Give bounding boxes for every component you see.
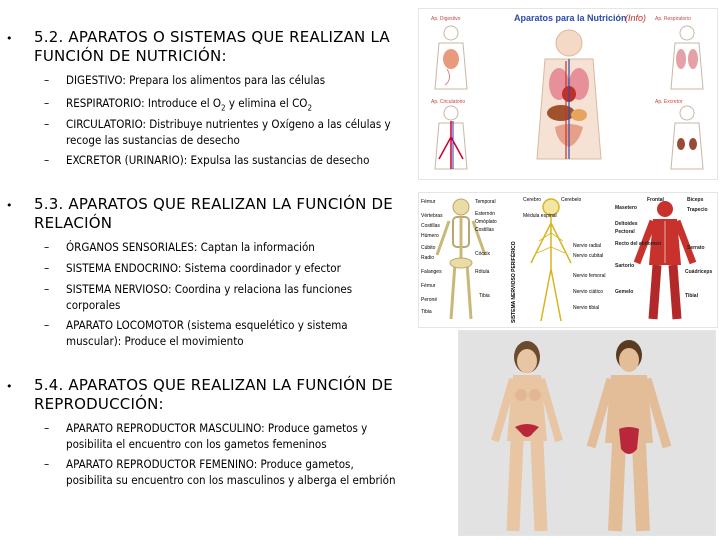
svg-text:Frontal: Frontal [647,197,664,203]
respiratorio-text: RESPIRATORIO: Introduce el $O_2$ y elimina el $CO_2$ [66,96,313,113]
svg-text:(Info): (Info) [625,13,647,23]
svg-text:Nervio cubital: Nervio cubital [573,253,604,259]
reproductive-systems-image [458,330,716,536]
svg-text:Costillas: Costillas [421,223,440,229]
svg-text:Tibial: Tibial [685,293,698,299]
svg-text:Nervio ciático: Nervio ciático [573,289,604,295]
svg-text:Nervio tibial: Nervio tibial [573,305,600,311]
svg-text:Esternón: Esternón [475,211,496,217]
svg-text:Masetero: Masetero [615,205,637,211]
relation-systems-image [418,192,718,328]
svg-text:Rótula: Rótula [475,269,490,275]
svg-text:Falanges: Falanges [421,269,442,275]
svg-text:Trapecio: Trapecio [687,207,708,213]
svg-text:Tibia: Tibia [421,309,432,315]
svg-text:Tibia: Tibia [479,293,490,299]
svg-text:Fémur: Fémur [421,199,436,205]
male-figure [591,340,667,531]
skeleton-figure [437,199,485,319]
nutrition-systems-image [418,8,718,180]
svg-text:Húmero: Húmero [421,233,439,239]
svg-text:Serrato: Serrato [687,245,705,251]
section-heading: 5.4. APARATOS QUE REALIZAN LA FUNCIÓN DE REPRODUCCIÓN: [34,376,393,413]
svg-text:Temporal: Temporal [475,199,496,205]
svg-text:Cuádriceps: Cuádriceps [685,269,713,275]
svg-text:Omóplato: Omóplato [475,219,497,225]
muscular-system-figure [637,201,693,319]
svg-text:Cerebro: Cerebro [523,197,542,203]
svg-text:Peroné: Peroné [421,297,438,303]
svg-text:Cerebelo: Cerebelo [561,197,582,203]
female-figure [495,341,559,531]
svg-text:Ap. Digestivo: Ap. Digestivo [431,16,461,22]
svg-text:Médula espinal: Médula espinal [523,213,557,219]
svg-text:Ap. Excretor: Ap. Excretor [655,99,683,105]
svg-text:Gemelo: Gemelo [615,289,634,295]
svg-text:Radio: Radio [421,255,435,261]
svg-text:Ap. Respiratorio: Ap. Respiratorio [655,16,691,22]
svg-text:Recto del abdomen: Recto del abdomen [615,241,662,247]
bullet: • [6,199,13,212]
svg-text:Sartorio: Sartorio [615,263,635,269]
svg-text:Fémur: Fémur [421,283,436,289]
svg-text:Cúbito: Cúbito [421,245,436,251]
bullet: • [6,380,13,393]
svg-text:Cóccix: Cóccix [475,251,491,257]
svg-text:Ap. Circulatorio: Ap. Circulatorio [431,99,466,105]
section-heading: 5.3. APARATOS QUE REALIZAN LA FUNCIÓN DE RELACIÓN [34,195,393,232]
svg-text:Costillas: Costillas [475,227,494,233]
svg-text:Vértebras: Vértebras [421,213,443,219]
svg-text:SISTEMA NERVIOSO PERIFÉRICO: SISTEMA NERVIOSO PERIFÉRICO [511,241,517,323]
svg-text:Pectoral: Pectoral [615,229,635,235]
svg-text:Nervio femoral: Nervio femoral [573,273,606,279]
section-heading: 5.2. APARATOS O SISTEMAS QUE REALIZAN LA FUNCIÓN DE NUTRICIÓN: [34,28,390,65]
svg-text:Bíceps: Bíceps [687,197,704,203]
bullet: • [6,32,13,45]
svg-text:Deltoides: Deltoides [615,221,638,227]
figure-title: Aparatos para la Nutrición [514,13,627,23]
svg-text:Nervio radial: Nervio radial [573,243,602,249]
